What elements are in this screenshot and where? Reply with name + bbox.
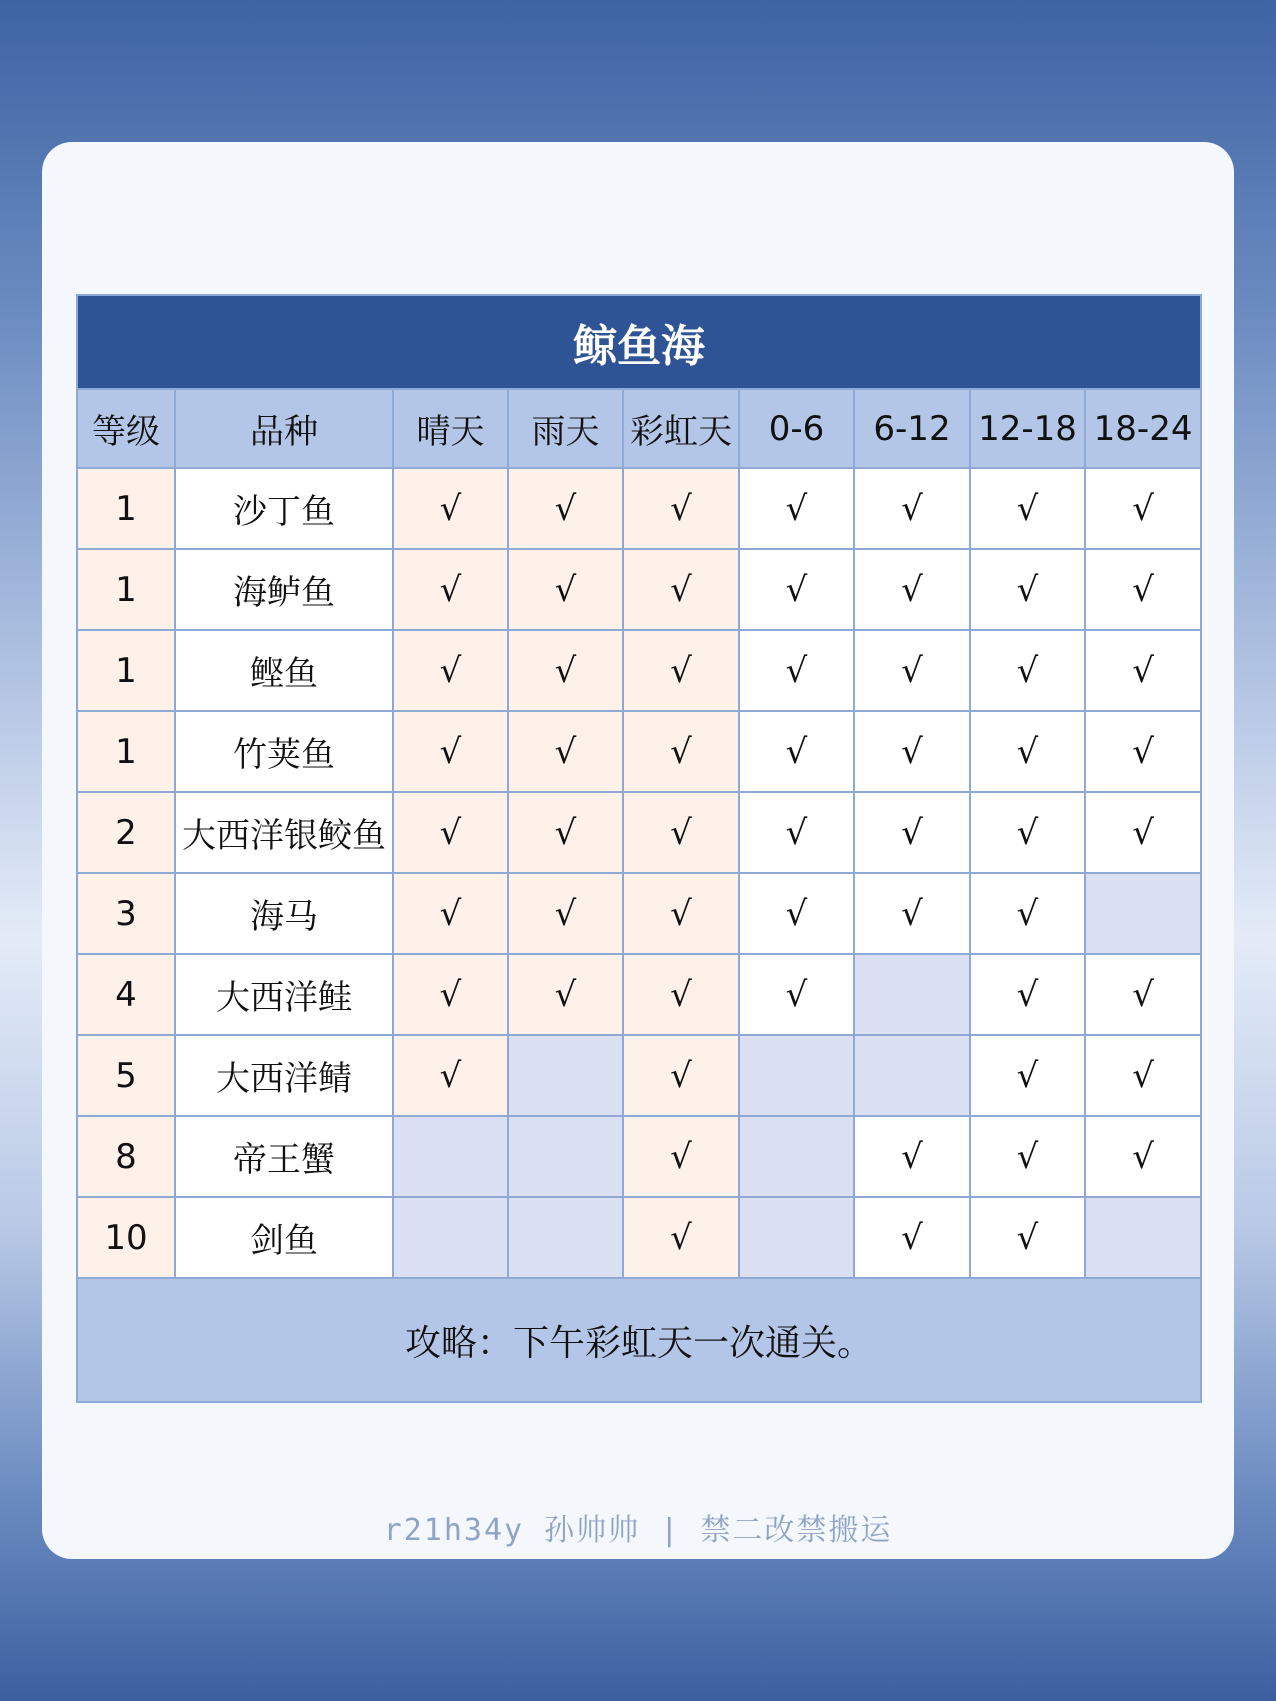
mark-cell-rainy: √ bbox=[508, 549, 623, 630]
table-row bbox=[77, 792, 1201, 873]
mark-cell-time-18-24: √ bbox=[1085, 711, 1201, 792]
mark-cell-rainy: √ bbox=[508, 792, 623, 873]
mark-cell-rainbow: √ bbox=[623, 1116, 739, 1197]
level-cell: 1 bbox=[77, 711, 175, 792]
header-species: 品种 bbox=[175, 389, 393, 468]
strategy-note: 攻略：下午彩虹天一次通关。 bbox=[77, 1278, 1201, 1402]
mark-cell-time-12-18: √ bbox=[970, 792, 1085, 873]
header-time-18-24: 18-24 bbox=[1085, 389, 1201, 468]
mark-cell-time-0-6: √ bbox=[739, 549, 854, 630]
mark-cell-rainy: √ bbox=[508, 954, 623, 1035]
mark-cell-sunny: √ bbox=[393, 549, 508, 630]
mark-cell-time-12-18: √ bbox=[970, 468, 1085, 549]
level-cell: 1 bbox=[77, 630, 175, 711]
header-time-6-12: 6-12 bbox=[854, 389, 970, 468]
table-row bbox=[77, 1035, 1201, 1116]
mark-cell-sunny: √ bbox=[393, 792, 508, 873]
header-rainbow: 彩虹天 bbox=[623, 389, 739, 468]
mark-cell-rainy: √ bbox=[508, 873, 623, 954]
mark-cell-time-0-6: √ bbox=[739, 873, 854, 954]
table-title: 鲸鱼海 bbox=[77, 295, 1201, 389]
header-sunny: 晴天 bbox=[393, 389, 508, 468]
species-cell: 海鲈鱼 bbox=[175, 549, 393, 630]
header-row bbox=[77, 389, 1201, 468]
fish-table bbox=[76, 294, 1202, 1403]
mark-cell-time-6-12: √ bbox=[854, 468, 970, 549]
mark-cell-time-0-6: √ bbox=[739, 792, 854, 873]
mark-cell-time-0-6 bbox=[739, 1035, 854, 1116]
header-level: 等级 bbox=[77, 389, 175, 468]
mark-cell-time-12-18: √ bbox=[970, 873, 1085, 954]
mark-cell-time-6-12: √ bbox=[854, 630, 970, 711]
mark-cell-time-18-24: √ bbox=[1085, 954, 1201, 1035]
mark-cell-time-12-18: √ bbox=[970, 711, 1085, 792]
watermark: r21h34y 孙帅帅 | 禁二改禁搬运 bbox=[383, 1513, 893, 1548]
level-cell: 8 bbox=[77, 1116, 175, 1197]
mark-cell-rainy: √ bbox=[508, 630, 623, 711]
mark-cell-time-12-18: √ bbox=[970, 954, 1085, 1035]
species-cell: 沙丁鱼 bbox=[175, 468, 393, 549]
mark-cell-time-18-24: √ bbox=[1085, 1035, 1201, 1116]
level-cell: 10 bbox=[77, 1197, 175, 1278]
mark-cell-sunny: √ bbox=[393, 873, 508, 954]
level-cell: 2 bbox=[77, 792, 175, 873]
mark-cell-rainy: √ bbox=[508, 711, 623, 792]
mark-cell-time-12-18: √ bbox=[970, 1197, 1085, 1278]
species-cell: 竹荚鱼 bbox=[175, 711, 393, 792]
mark-cell-time-0-6: √ bbox=[739, 711, 854, 792]
mark-cell-sunny: √ bbox=[393, 630, 508, 711]
mark-cell-time-12-18: √ bbox=[970, 630, 1085, 711]
mark-cell-rainbow: √ bbox=[623, 1197, 739, 1278]
mark-cell-time-6-12 bbox=[854, 1035, 970, 1116]
mark-cell-rainbow: √ bbox=[623, 954, 739, 1035]
mark-cell-sunny: √ bbox=[393, 468, 508, 549]
level-cell: 3 bbox=[77, 873, 175, 954]
mark-cell-rainy bbox=[508, 1197, 623, 1278]
mark-cell-time-18-24: √ bbox=[1085, 1116, 1201, 1197]
level-cell: 1 bbox=[77, 468, 175, 549]
species-cell: 海马 bbox=[175, 873, 393, 954]
species-cell: 大西洋鲭 bbox=[175, 1035, 393, 1116]
mark-cell-sunny: √ bbox=[393, 711, 508, 792]
level-cell: 5 bbox=[77, 1035, 175, 1116]
table-row bbox=[77, 711, 1201, 792]
table-row bbox=[77, 1197, 1201, 1278]
species-cell: 大西洋鲑 bbox=[175, 954, 393, 1035]
header-time-12-18: 12-18 bbox=[970, 389, 1085, 468]
species-cell: 大西洋银鲛鱼 bbox=[175, 792, 393, 873]
mark-cell-rainbow: √ bbox=[623, 711, 739, 792]
table-row bbox=[77, 549, 1201, 630]
mark-cell-rainbow: √ bbox=[623, 549, 739, 630]
mark-cell-time-6-12: √ bbox=[854, 1197, 970, 1278]
mark-cell-rainbow: √ bbox=[623, 1035, 739, 1116]
mark-cell-rainbow: √ bbox=[623, 873, 739, 954]
mark-cell-rainy: √ bbox=[508, 468, 623, 549]
mark-cell-time-6-12: √ bbox=[854, 873, 970, 954]
mark-cell-rainbow: √ bbox=[623, 792, 739, 873]
mark-cell-time-12-18: √ bbox=[970, 549, 1085, 630]
header-rainy: 雨天 bbox=[508, 389, 623, 468]
mark-cell-sunny: √ bbox=[393, 1035, 508, 1116]
mark-cell-time-18-24 bbox=[1085, 873, 1201, 954]
mark-cell-sunny bbox=[393, 1197, 508, 1278]
mark-cell-time-18-24 bbox=[1085, 1197, 1201, 1278]
mark-cell-time-12-18: √ bbox=[970, 1116, 1085, 1197]
mark-cell-time-18-24: √ bbox=[1085, 549, 1201, 630]
mark-cell-rainbow: √ bbox=[623, 630, 739, 711]
mark-cell-rainy bbox=[508, 1035, 623, 1116]
header-time-0-6: 0-6 bbox=[739, 389, 854, 468]
table-row bbox=[77, 630, 1201, 711]
table-row bbox=[77, 873, 1201, 954]
table-row bbox=[77, 468, 1201, 549]
mark-cell-time-12-18: √ bbox=[970, 1035, 1085, 1116]
table-row bbox=[77, 1116, 1201, 1197]
species-cell: 剑鱼 bbox=[175, 1197, 393, 1278]
mark-cell-time-6-12 bbox=[854, 954, 970, 1035]
mark-cell-time-0-6: √ bbox=[739, 954, 854, 1035]
mark-cell-rainbow: √ bbox=[623, 468, 739, 549]
level-cell: 1 bbox=[77, 549, 175, 630]
mark-cell-time-0-6: √ bbox=[739, 630, 854, 711]
mark-cell-time-6-12: √ bbox=[854, 1116, 970, 1197]
mark-cell-time-0-6: √ bbox=[739, 468, 854, 549]
mark-cell-time-0-6 bbox=[739, 1116, 854, 1197]
mark-cell-time-6-12: √ bbox=[854, 549, 970, 630]
mark-cell-time-6-12: √ bbox=[854, 711, 970, 792]
species-cell: 鲣鱼 bbox=[175, 630, 393, 711]
mark-cell-time-18-24: √ bbox=[1085, 630, 1201, 711]
mark-cell-sunny bbox=[393, 1116, 508, 1197]
mark-cell-rainy bbox=[508, 1116, 623, 1197]
mark-cell-time-18-24: √ bbox=[1085, 792, 1201, 873]
table-row bbox=[77, 954, 1201, 1035]
mark-cell-time-0-6 bbox=[739, 1197, 854, 1278]
species-cell: 帝王蟹 bbox=[175, 1116, 393, 1197]
level-cell: 4 bbox=[77, 954, 175, 1035]
table-body bbox=[77, 468, 1201, 1278]
mark-cell-time-6-12: √ bbox=[854, 792, 970, 873]
mark-cell-time-18-24: √ bbox=[1085, 468, 1201, 549]
mark-cell-sunny: √ bbox=[393, 954, 508, 1035]
